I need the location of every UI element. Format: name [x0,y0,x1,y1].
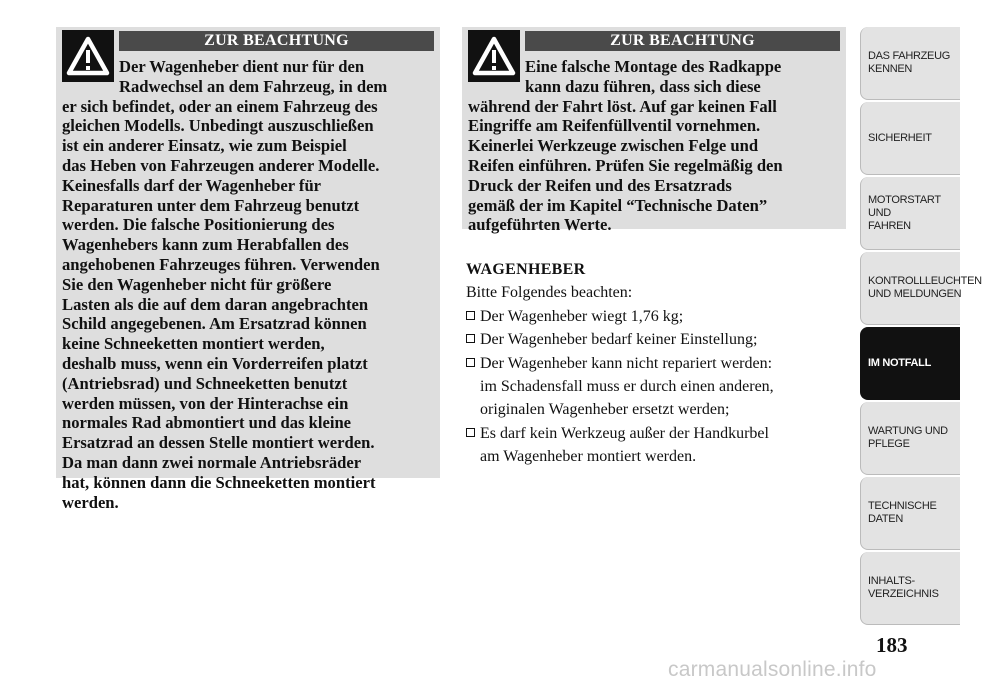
warning-box-left [56,27,440,512]
warning-line: Radwechsel an dem Fahrzeug, in dem [119,76,388,96]
warning-line: Da man dann zwei normale Antriebsräder [62,452,362,472]
list-item [466,328,846,351]
checkbox-bullet-icon [466,311,475,320]
list-item-line: Der Wagenheber wiegt 1,76 kg; [480,307,684,325]
warning-header: ZUR BEACHTUNG [525,31,840,51]
warning-line: das Heben von Fahrzeugen anderer Modelle. [62,155,380,175]
warning-line: werden. Die falsche Positionierung des [62,215,335,235]
tab-im-notfall[interactable]: IM NOTFALL [860,327,960,400]
warning-line: keine Schneeketten montiert werden, [62,334,325,354]
warning-text [62,57,436,512]
warning-line: Druck der Reifen und des Ersatzrads [468,175,732,195]
warning-line: aufgeführten Werte. [468,215,612,235]
chapter-tabs [860,27,982,627]
list-item-line: originalen Wagenheber ersetzt werden; [480,401,730,419]
warning-text [468,57,842,235]
warning-line: Keinerlei Werkzeuge zwischen Felge und [468,136,759,156]
list-item-line: Es darf kein Werkzeug außer der Handkurbel [480,424,769,442]
warning-line: Reifen einführen. Prüfen Sie regelmäßig den [468,155,783,175]
tab-inhaltsverzeichnis[interactable]: INHALTS- VERZEICHNIS [860,552,960,625]
bullet-list [466,305,846,469]
warning-line: ist ein anderer Einsatz, wie zum Beispiel [62,136,347,156]
warning-box-right [462,27,846,235]
checkbox-bullet-icon [466,334,475,343]
warning-line: angehobenen Fahrzeuges führen. Verwenden [62,254,380,274]
checkbox-bullet-icon [466,428,475,437]
warning-line: normales Rad abmontiert und das kleine [62,413,352,433]
warning-line: kann dazu führen, dass sich diese [525,76,761,96]
list-item [466,305,846,328]
warning-line: gemäß der im Kapitel “Technische Daten” [468,195,768,215]
warning-line: hat, können dann die Schneeketten montiert [62,472,376,492]
warning-line: er sich befindet, oder an einem Fahrzeug des [62,96,378,116]
warning-line: (Antriebsrad) und Schneeketten benutzt [62,373,348,393]
warning-header: ZUR BEACHTUNG [119,31,434,51]
tab-kontrollleuchten-und-meldungen[interactable]: KONTROLLLEUCHTEN UND MELDUNGEN [860,252,960,325]
list-item-line: am Wagenheber montiert werden. [480,448,697,466]
warning-line: Eingriffe am Reifenfüllventil vornehmen. [468,116,761,136]
warning-line: Sie den Wagenheber nicht für größere [62,274,332,294]
list-item-line: im Schadensfall muss er durch einen anderen, [480,378,774,396]
tab-sicherheit[interactable]: SICHERHEIT [860,102,960,175]
warning-line: werden. [62,492,119,512]
checkbox-bullet-icon [466,358,475,367]
warning-line: während der Fahrt löst. Auf gar keinen Fall [468,96,777,116]
warning-line: Ersatzrad an dessen Stelle montiert werden. [62,433,375,453]
section-title: WAGENHEBER [466,261,586,278]
tab-technische-daten[interactable]: TECHNISCHE DATEN [860,477,960,550]
tab-motorstart-und-fahren[interactable]: MOTORSTART UND FAHREN [860,177,960,250]
section-intro: Bitte Folgendes beachten: [466,284,633,302]
warning-line: Schild angegebenen. Am Ersatzrad können [62,314,367,334]
tab-wartung-und-pflege[interactable]: WARTUNG UND PFLEGE [860,402,960,475]
warning-line: Keinesfalls darf der Wagenheber für [62,175,322,195]
warning-line: Der Wagenheber dient nur für den [119,57,365,76]
list-item [466,352,846,422]
watermark: carmanualsonline.info [668,658,877,681]
list-item-line: Der Wagenheber bedarf keiner Einstellung; [480,331,758,349]
warning-line: Reparaturen unter dem Fahrzeug benutzt [62,195,360,215]
wagenheber-section [466,258,846,469]
warning-line: werden müssen, von der Hinterachse ein [62,393,349,413]
warning-line: Eine falsche Montage des Radkappe [525,57,782,76]
warning-line: deshalb muss, wenn ein Vorderreifen platzt [62,353,368,373]
warning-line: Wagenhebers kann zum Herabfallen des [62,235,349,255]
page-number: 183 [876,633,908,657]
list-item [466,422,846,469]
tab-das-fahrzeug-kennen[interactable]: DAS FAHRZEUG KENNEN [860,27,960,100]
list-item-line: Der Wagenheber kann nicht repariert werden: [480,354,773,372]
warning-line: gleichen Modells. Unbedingt auszuschließen [62,116,374,136]
warning-line: Lasten als die auf dem daran angebrachten [62,294,369,314]
